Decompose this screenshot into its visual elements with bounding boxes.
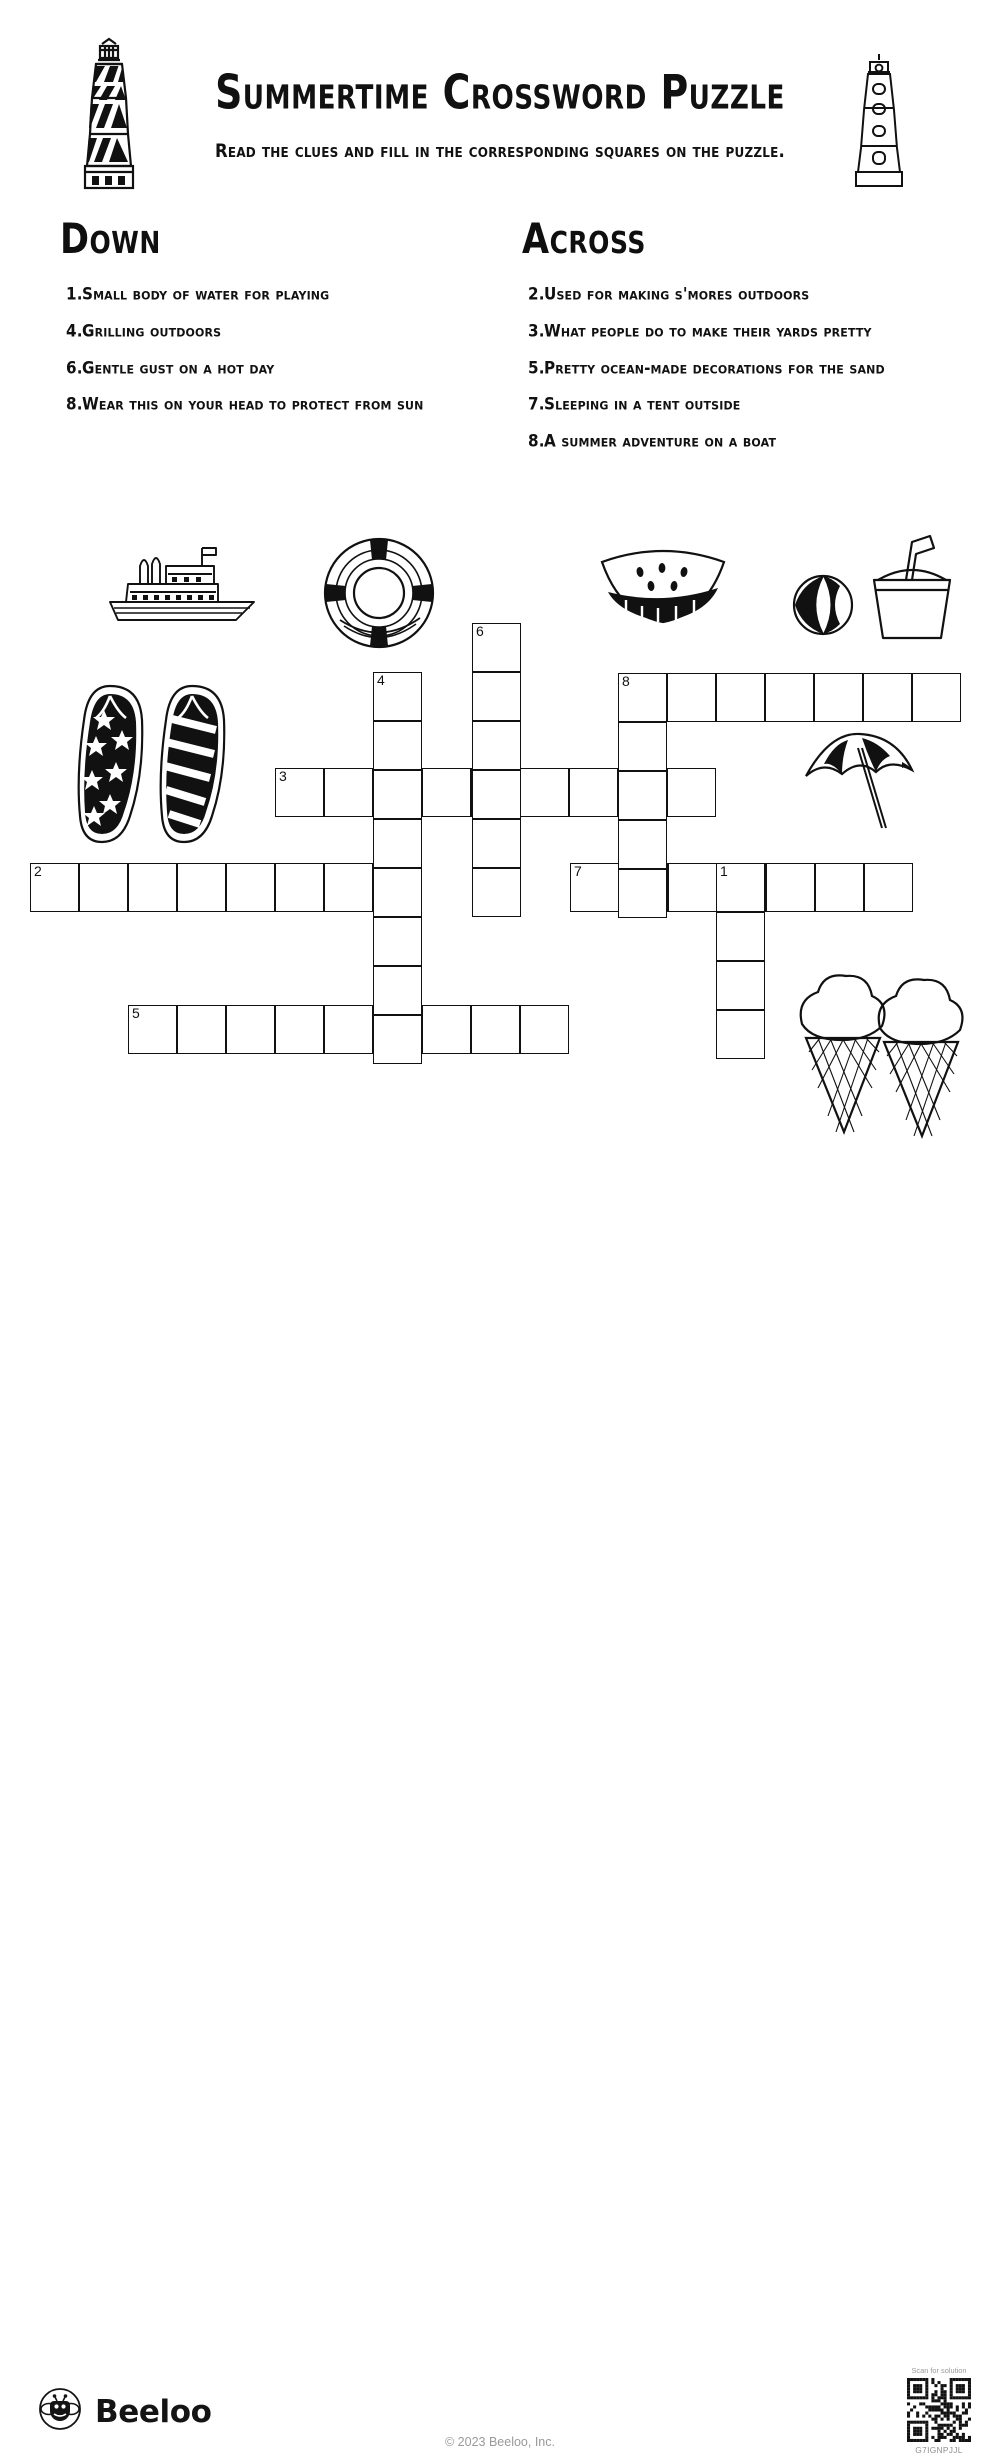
clue-number: 3. [528, 320, 545, 341]
crossword-cell[interactable] [472, 868, 521, 917]
clue-number: 5. [528, 357, 545, 378]
copyright-text: © 2023 Beeloo, Inc. [445, 2435, 555, 2449]
crossword-cell[interactable] [373, 917, 422, 966]
crossword-cell[interactable] [912, 673, 961, 722]
crossword-cell[interactable] [668, 863, 717, 912]
crossword-cell[interactable] [324, 1005, 373, 1054]
crossword-cell[interactable] [716, 673, 765, 722]
crossword-cell[interactable] [128, 1005, 177, 1054]
down-heading: Down [60, 216, 161, 264]
clue-text: Small body of water for playing [82, 284, 330, 304]
crossword-cell-number: 4 [377, 672, 385, 688]
crossword-cell[interactable] [618, 771, 667, 820]
crossword-cell[interactable] [471, 1005, 520, 1054]
page-title: Summertime Crossword Puzzle [215, 66, 785, 121]
crossword-cell-number: 5 [132, 1005, 140, 1021]
clue-text: What people do to make their yards pretty [544, 320, 872, 341]
crossword-cell[interactable] [128, 863, 177, 912]
crossword-cell[interactable] [716, 863, 765, 912]
crossword-cell[interactable] [814, 673, 863, 722]
crossword-cell[interactable] [618, 820, 667, 869]
crossword-cell[interactable] [766, 863, 815, 912]
crossword-cell-number: 7 [574, 863, 582, 879]
clue-number: 4. [66, 320, 83, 341]
crossword-cell[interactable] [716, 961, 765, 1010]
clue-text: Gentle gust on a hot day [82, 357, 275, 378]
crossword-cell-number: 2 [34, 863, 42, 879]
crossword-cell[interactable] [618, 722, 667, 771]
crossword-cell[interactable] [472, 672, 521, 721]
clue-text: Pretty ocean-made decorations for the sand [544, 357, 885, 378]
clue-number: 1. [66, 284, 83, 304]
crossword-cell[interactable] [373, 966, 422, 1015]
crossword-cell[interactable] [815, 863, 864, 912]
clue-number: 8. [528, 431, 545, 451]
crossword-cell[interactable] [667, 768, 716, 817]
crossword-cell[interactable] [570, 863, 619, 912]
crossword-cell[interactable] [472, 770, 521, 819]
crossword-cell[interactable] [275, 1005, 324, 1054]
clue-number: 2. [528, 284, 545, 304]
crossword-cell[interactable] [422, 768, 471, 817]
crossword-cell-number: 1 [720, 863, 728, 879]
crossword-cell[interactable] [373, 819, 422, 868]
crossword-cell[interactable] [275, 768, 324, 817]
crossword-cell[interactable] [373, 672, 422, 721]
crossword-cell[interactable] [324, 863, 373, 912]
crossword-cell[interactable] [765, 673, 814, 722]
clue-number: 7. [528, 394, 545, 414]
crossword-cell[interactable] [520, 1005, 569, 1054]
crossword-cell[interactable] [79, 863, 128, 912]
clue-text: Used for making s'mores outdoors [544, 284, 810, 304]
page-footer [0, 1180, 1000, 2455]
qr-caption: Scan for solution [911, 2366, 967, 2375]
crossword-cell[interactable] [520, 768, 569, 817]
crossword-cell[interactable] [472, 623, 521, 672]
crossword-cell-number: 6 [476, 623, 484, 639]
crossword-cell[interactable] [716, 1010, 765, 1059]
crossword-cell[interactable] [177, 1005, 226, 1054]
clue-number: 8. [66, 394, 83, 414]
crossword-cell[interactable] [275, 863, 324, 912]
clue-text: Sleeping in a tent outside [544, 394, 741, 414]
page-subtitle: Read the clues and fill in the corresponding squares on the puzzle. [215, 140, 785, 162]
crossword-cell[interactable] [472, 819, 521, 868]
crossword-cell[interactable] [569, 768, 618, 817]
crossword-cell[interactable] [177, 863, 226, 912]
crossword-cell[interactable] [373, 721, 422, 770]
qr-label: G7IGNPJJL [915, 2445, 963, 2455]
crossword-cell[interactable] [30, 863, 79, 912]
crossword-cell[interactable] [667, 673, 716, 722]
crossword-cell[interactable] [716, 912, 765, 961]
crossword-cell[interactable] [864, 863, 913, 912]
qr-solution-block[interactable] [898, 2366, 980, 2455]
clue-text: Wear this on your head to protect from sun [82, 394, 424, 414]
crossword-cell[interactable] [373, 868, 422, 917]
across-heading: Across [522, 216, 646, 264]
crossword-cell[interactable] [226, 863, 275, 912]
crossword-cell[interactable] [863, 673, 912, 722]
crossword-cell[interactable] [618, 869, 667, 918]
clue-number: 6. [66, 357, 83, 378]
crossword-cell[interactable] [618, 673, 667, 722]
clue-text: A summer adventure on a boat [544, 431, 777, 451]
bee-logo-icon [38, 2387, 82, 2436]
crossword-cell[interactable] [373, 1015, 422, 1064]
crossword-cell-number: 3 [279, 768, 287, 784]
crossword-cell[interactable] [422, 1005, 471, 1054]
crossword-cell-number: 8 [622, 673, 630, 689]
qr-code-icon[interactable] [907, 2378, 971, 2442]
crossword-cell[interactable] [324, 768, 373, 817]
brand-logo [38, 2387, 212, 2436]
brand-name: Beeloo [95, 2393, 212, 2430]
crossword-cell[interactable] [226, 1005, 275, 1054]
crossword-cell[interactable] [472, 721, 521, 770]
crossword-cell[interactable] [373, 770, 422, 819]
clue-text: Grilling outdoors [82, 320, 222, 341]
